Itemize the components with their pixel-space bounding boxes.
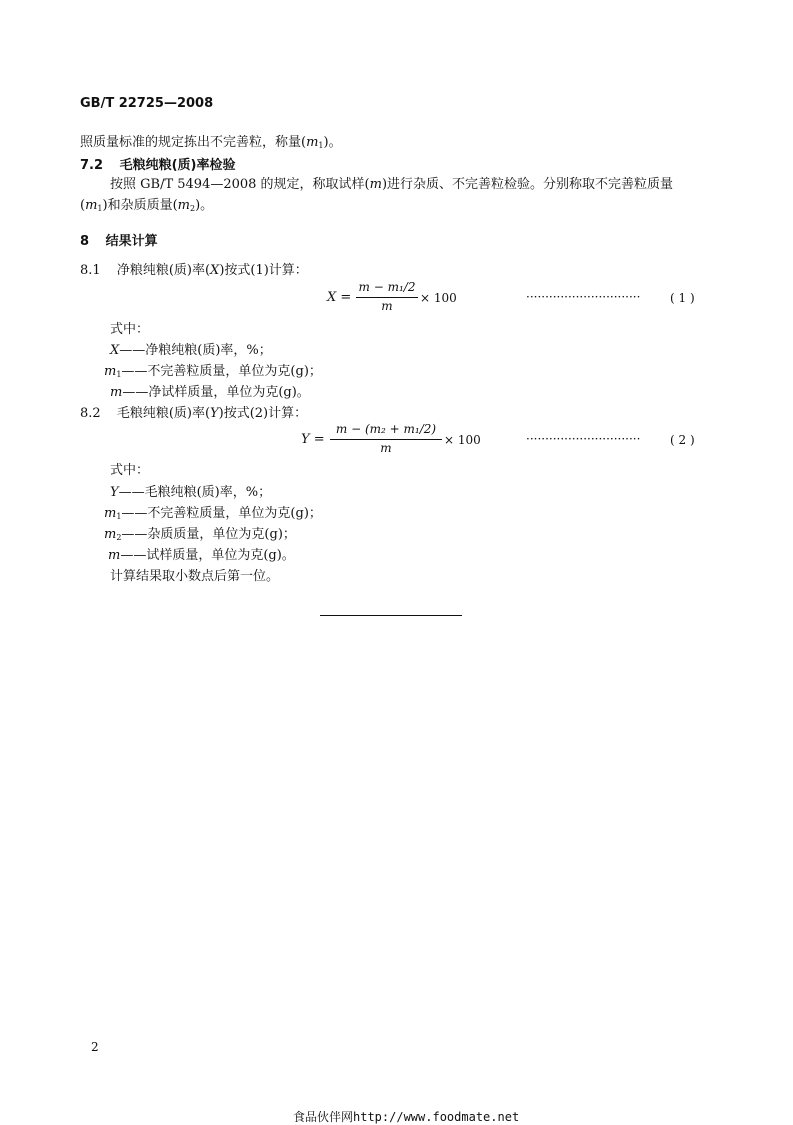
section-heading-8	[80, 230, 158, 249]
eq2-fraction	[330, 422, 442, 456]
sub: 1	[116, 370, 122, 379]
text: )。	[323, 135, 342, 150]
eq2-numerator: m − (m₂ + m₁/2)	[335, 422, 437, 436]
section-number: 8.2	[80, 406, 101, 421]
eq1-leader-dots: ······························	[526, 290, 641, 304]
eq2-multiplier: × 100	[444, 433, 481, 447]
eq1-numerator: m − m₁/2	[358, 280, 416, 294]
watermark: 食品伙伴网http://www.foodmate.net	[293, 1110, 520, 1124]
section-title: 毛粮纯粮(质)率检验	[119, 158, 236, 173]
var-m: m	[85, 198, 98, 213]
var-m: m	[177, 198, 190, 213]
paragraph-7-2-line2	[80, 197, 213, 218]
eq1-label: ( 1 )	[670, 291, 695, 305]
var-m: m	[104, 364, 117, 379]
section-number: 8	[80, 234, 90, 249]
text: ——杂质质量，单位为克(g)；	[121, 527, 296, 542]
definition-m1	[104, 363, 322, 384]
definition-m1-b	[104, 505, 322, 526]
var-m: m	[369, 177, 382, 192]
definition-m-b	[108, 547, 295, 565]
sub: 2	[116, 533, 122, 542]
text: ——试样质量，单位为克(g)。	[120, 548, 295, 563]
var-m: m	[306, 135, 319, 150]
text: )和杂质质量(	[102, 198, 178, 213]
eq1-fraction	[356, 280, 418, 314]
var-y: Y	[210, 406, 219, 421]
definition-x	[110, 342, 272, 360]
sub: 1	[97, 204, 103, 213]
text: )按式(2)计算：	[218, 406, 308, 421]
text: 净粮纯粮(质)率(	[116, 263, 211, 278]
section-heading-7-2	[80, 154, 235, 173]
paragraph-7-2-line1	[110, 176, 673, 194]
text: ——毛粮纯粮(质)率，%；	[118, 485, 272, 500]
text: (	[80, 198, 86, 213]
section-number: 7.2	[80, 158, 104, 173]
sub: 2	[189, 204, 196, 213]
sub: 1	[318, 141, 324, 150]
eq1-multiplier: × 100	[420, 291, 457, 305]
text: 照质量标准的规定拣出不完善粒，称量(	[80, 135, 307, 150]
where-label-2: 式中：	[110, 463, 150, 478]
text: 按照 GB/T 5494—2008 的规定，称取试样(	[110, 177, 370, 192]
var-m: m	[104, 506, 117, 521]
var-m: m	[110, 385, 123, 400]
where-label-1: 式中：	[110, 322, 150, 337]
text: ——净试样质量，单位为克(g)。	[122, 385, 310, 400]
page-number: 2	[91, 1040, 99, 1054]
eq2-leader-dots: ······························	[526, 432, 641, 446]
text: ——不完善粒质量，单位为克(g)；	[121, 506, 322, 521]
section-number: 8.1	[80, 263, 101, 278]
var-m: m	[108, 548, 121, 563]
text: )。	[195, 198, 214, 213]
eq2-denominator: m	[380, 441, 392, 455]
definition-m	[110, 384, 310, 402]
section-title: 结果计算	[105, 234, 158, 249]
sub: 1	[116, 512, 122, 521]
final-note: 计算结果取小数点后第一位。	[110, 569, 280, 584]
var-x: X	[110, 343, 120, 358]
definition-y	[110, 484, 271, 502]
var-x: X	[210, 263, 220, 278]
section-8-2-intro	[80, 405, 307, 423]
eq1-lhs: X =	[327, 290, 352, 305]
text: ——净粮纯粮(质)率，%；	[119, 343, 272, 358]
eq2-fraction-bar	[330, 439, 442, 440]
text: )进行杂质、不完善粒检验。分别称取不完善粒质量	[381, 177, 674, 192]
continuation-line	[80, 134, 342, 155]
definition-m2	[104, 526, 296, 547]
eq2-label: ( 2 )	[670, 433, 695, 447]
end-rule	[320, 615, 462, 616]
text: 毛粮纯粮(质)率(	[116, 406, 211, 421]
standard-code: GB/T 22725—2008	[80, 96, 214, 111]
var-y: Y	[110, 485, 119, 500]
var-m: m	[104, 527, 117, 542]
eq1-denominator: m	[381, 299, 393, 313]
eq2-lhs: Y =	[301, 432, 325, 447]
text: )按式(1)计算：	[219, 263, 308, 278]
section-8-1-intro	[80, 262, 308, 280]
text: ——不完善粒质量，单位为克(g)；	[121, 364, 322, 379]
eq1-fraction-bar	[356, 297, 418, 298]
